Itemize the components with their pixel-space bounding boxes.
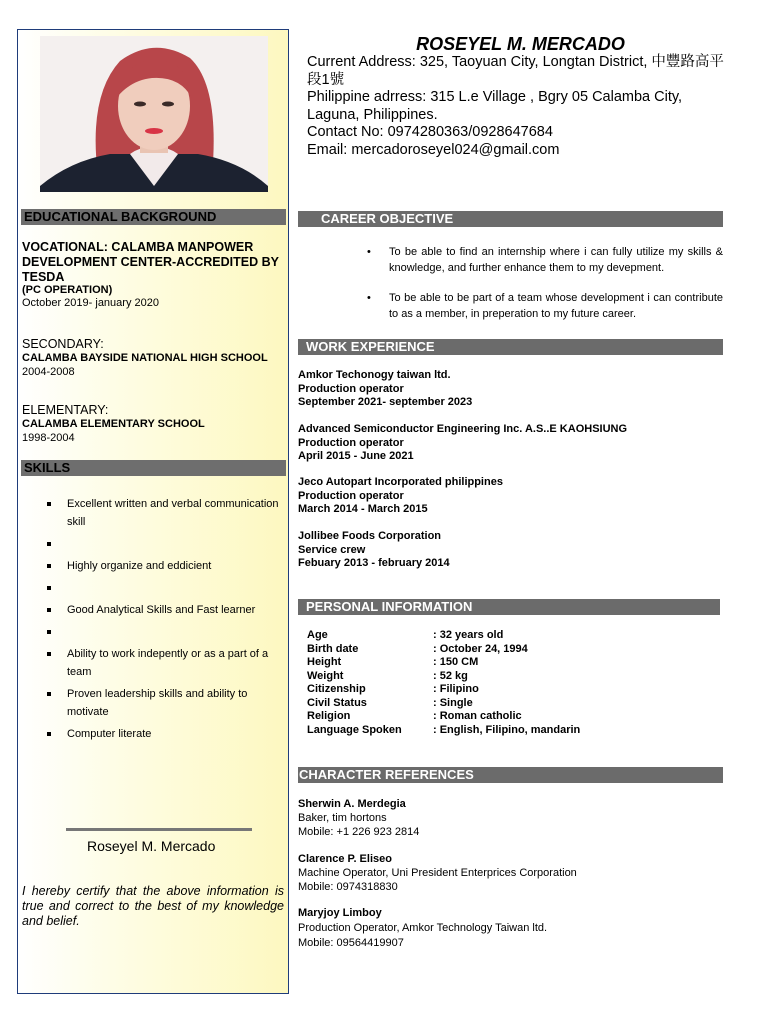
personal-info-row: Age : 32 years old <box>307 629 504 641</box>
personal-info-row: Weight : 52 kg <box>307 669 468 682</box>
secondary-dates: 2004-2008 <box>22 366 75 378</box>
skill-item: Excellent written and verbal communication skill <box>40 495 290 531</box>
reference-entry <box>298 906 718 951</box>
job-entry <box>298 476 718 517</box>
personal-info-row: Birth date : October 24, 1994 <box>307 642 528 655</box>
profile-photo <box>40 36 268 192</box>
education-heading: EDUCATIONAL BACKGROUND <box>21 209 286 225</box>
vocational-title: VOCATIONAL: CALAMBA MANPOWER DEVELOPMENT CENTER-ACCREDITED BY TESDA <box>22 240 279 284</box>
job-company: Jollibee Foods Corporation <box>298 530 442 542</box>
objective-item: • To be able to find an internship where i can fully utilize my skills & knowledge, and further enhance them to my devepment. <box>367 246 723 274</box>
job-role: Production operator <box>298 382 404 395</box>
applicant-name: ROSEYEL M. MERCADO <box>416 34 625 54</box>
vocational-course: (PC OPERATION) <box>22 284 113 296</box>
personal-info-row: Religion : Roman catholic <box>307 710 522 722</box>
job-company: Advanced Semiconductor Engineering Inc. A.S..E KAOHSIUNG <box>298 423 628 435</box>
personal-info-row: Language Spoken : English, Filipino, mandarin <box>307 723 581 736</box>
certification-text: I hereby certify that the above information is true and correct to the best of my knowledge and belief. <box>22 884 284 928</box>
job-role: Production operator <box>298 489 404 502</box>
personal-info-row: Height : 150 CM <box>307 656 479 668</box>
reference-name: Clarence P. Eliseo <box>298 853 392 865</box>
secondary-label: SECONDARY: <box>22 337 104 351</box>
reference-name: Sherwin A. Merdegia <box>298 798 406 810</box>
personal-information-heading: PERSONAL INFORMATION <box>298 599 720 615</box>
skills-list <box>40 495 290 747</box>
job-role: Production operator <box>298 436 404 449</box>
vocational-dates: October 2019- january 2020 <box>22 297 159 309</box>
skill-item: Good Analytical Skills and Fast learner <box>40 601 290 619</box>
job-entry <box>298 369 718 410</box>
elementary-dates: 1998-2004 <box>22 432 75 444</box>
reference-name: Maryjoy Limboy <box>298 907 382 919</box>
job-role: Service crew <box>298 543 366 556</box>
career-objective-heading: CAREER OBJECTIVE <box>298 211 723 227</box>
job-company: Jeco Autopart Incorporated philippines <box>298 476 503 488</box>
personal-info-row: Civil Status : Single <box>307 696 473 709</box>
reference-position: Production Operator, Amkor Technology Taiwan ltd. <box>298 922 548 934</box>
reference-mobile: Mobile: 09564419907 <box>298 937 404 949</box>
personal-info-row: Citizenship : Filipino <box>307 683 479 695</box>
reference-mobile: Mobile: 0974318830 <box>298 881 398 893</box>
skill-item <box>40 623 290 641</box>
job-dates: September 2021- september 2023 <box>298 396 473 408</box>
reference-entry <box>298 852 718 894</box>
reference-position: Machine Operator, Uni President Enterprices Corporation <box>298 867 577 879</box>
skill-item: Computer literate <box>40 725 290 743</box>
skills-heading: SKILLS <box>21 460 286 476</box>
job-dates: Febuary 2013 - february 2014 <box>298 557 450 569</box>
personal-info-table <box>307 629 580 737</box>
philippine-address: Philippine adrress: 315 L.e Village , Bgry 05 Calamba City, Laguna, Philippines. <box>307 89 683 123</box>
signature-name: Roseyel M. Mercado <box>87 838 216 854</box>
elementary-school: CALAMBA ELEMENTARY SCHOOL <box>22 418 205 430</box>
reference-position: Baker, tim hortons <box>298 812 387 824</box>
skill-item <box>40 579 290 597</box>
job-company: Amkor Techonogy taiwan ltd. <box>298 369 451 381</box>
skill-item <box>40 535 290 553</box>
job-entry <box>298 530 718 571</box>
objective-item: • To be able to be part of a team whose development i can contribute to as a member, in preperation to my future career. <box>367 292 723 320</box>
job-dates: March 2014 - March 2015 <box>298 503 428 515</box>
elementary-label: ELEMENTARY: <box>22 403 109 417</box>
contact-number: Contact No: 0974280363/0928647684 <box>307 124 553 140</box>
signature-line <box>66 828 252 831</box>
contact-block <box>307 54 734 159</box>
work-experience-heading: WORK EXPERIENCE <box>298 339 723 355</box>
job-dates: April 2015 - June 2021 <box>298 450 414 462</box>
secondary-school: CALAMBA BAYSIDE NATIONAL HIGH SCHOOL <box>22 352 268 364</box>
reference-mobile: Mobile: +1 226 923 2814 <box>298 826 420 838</box>
skill-item: Proven leadership skills and ability to motivate <box>40 685 290 721</box>
skill-item: Highly organize and eddicient <box>40 557 290 575</box>
job-entry <box>298 423 718 464</box>
current-address: Current Address: 325, Taoyuan City, Longtan District, 中豐路高平段1號 <box>307 54 724 88</box>
character-references-heading: CHARACTER REFERENCES <box>298 767 723 783</box>
email: Email: mercadoroseyel024@gmail.com <box>307 141 560 158</box>
skill-item: Ability to work indepently or as a part of a team <box>40 645 290 681</box>
reference-entry <box>298 797 718 839</box>
